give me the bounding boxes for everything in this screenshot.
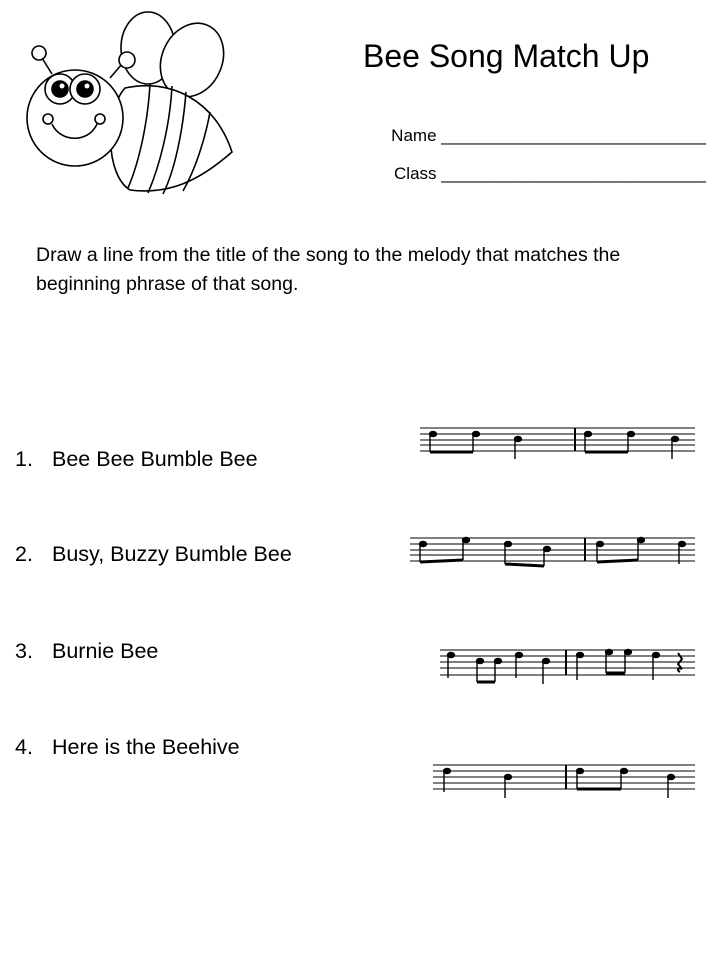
song-number: 1. [15,447,33,471]
instructions: Draw a line from the title of the song to the melody that matches the beginning phrase of that song. [36,244,621,295]
class-label: Class [394,164,437,183]
name-blank[interactable]: ____________________________ [441,126,706,145]
song-title: Bee Bee Bumble Bee [52,447,258,471]
song-number: 3. [15,639,33,663]
class-field[interactable] [394,164,706,184]
melody-staff-b [410,538,695,567]
song-item [15,542,292,567]
bee-illustration [27,12,235,194]
song-title: Here is the Beehive [52,735,240,759]
song-item [15,447,258,472]
name-field[interactable] [391,126,706,146]
melody-staff-d [433,765,695,798]
melody-staff-c [440,650,695,685]
song-title: Burnie Bee [52,639,159,663]
class-blank[interactable]: ____________________________ [441,164,706,183]
song-title: Busy, Buzzy Bumble Bee [52,542,292,566]
song-number: 2. [15,542,33,566]
name-label: Name [391,126,437,145]
song-item [15,735,240,760]
melody-staff-a [420,428,695,459]
song-item [15,639,158,664]
song-number: 4. [15,735,33,759]
page-title: Bee Song Match Up [363,38,650,74]
